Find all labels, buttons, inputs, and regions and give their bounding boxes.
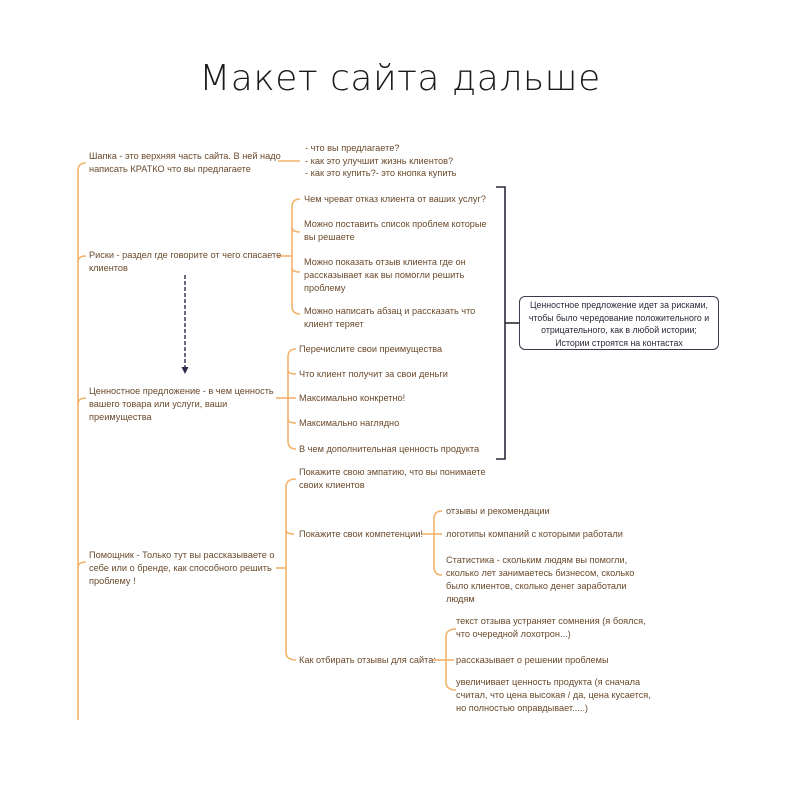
node-helper-competencies: Покажите свои компетенции! — [299, 529, 423, 539]
node-text: что очередной лохотрон...) — [456, 629, 571, 639]
node-text: людям — [446, 594, 475, 604]
node-text: преимущества — [89, 412, 152, 422]
node-value-5: В чем дополнительная ценность продукта — [299, 444, 480, 454]
node-value-2: Что клиент получит за свои деньги — [299, 369, 448, 379]
node-text: - как это улучшит жизнь клиентов? — [305, 155, 454, 166]
node-risk-4 — [304, 305, 475, 331]
node-review-2: рассказывает о решении проблемы — [456, 655, 609, 665]
node-text: Помощник - Только тут вы рассказываете о — [89, 550, 275, 560]
note-box — [519, 296, 719, 350]
node-text: Покажите свою эмпатию, что вы понимаете — [299, 467, 486, 477]
node-text: - как это купить?- это кнопка купить — [305, 168, 457, 178]
node-header-children — [305, 142, 456, 180]
node-risks-section — [89, 249, 281, 275]
node-text: рассказывает как вы помогли решить — [304, 270, 465, 280]
node-value-3: Максимально конкретно! — [299, 393, 406, 403]
node-review-1 — [456, 615, 646, 641]
note-text: чтобы было чередование положительного и — [528, 312, 710, 323]
page-title: Макет сайта дальше — [199, 58, 601, 99]
node-helper-reviews: Как отбирать отзывы для сайта: — [299, 655, 436, 665]
note-text: Истории строятся на контастах — [555, 337, 683, 348]
node-text: своих клиентов — [299, 480, 365, 490]
node-text: себе или о бренде, как способного решить — [89, 563, 272, 573]
node-text: клиент теряет — [304, 319, 364, 329]
node-text: увеличивает ценность продукта (я сначала — [456, 677, 641, 687]
node-value-proposition-section — [89, 385, 274, 424]
node-text: текст отзыва устраняет сомнения (я боялся, — [456, 616, 646, 626]
node-text: - что вы предлагаете? — [305, 143, 400, 153]
node-text: Можно показать отзыв клиента где он — [304, 257, 466, 267]
node-text: Риски - раздел где говорите от чего спасаете — [89, 250, 282, 260]
node-helper-section — [89, 549, 275, 588]
node-header-section — [89, 150, 281, 176]
node-text: проблему — [304, 283, 346, 293]
node-text: клиентов — [89, 263, 128, 273]
node-text: Ценностное предложение - в чем ценность — [89, 386, 274, 396]
node-text: Шапка - это верхняя часть сайта. В ней надо — [89, 151, 281, 161]
node-text: Статистика - скольким людям вы помогли, — [446, 555, 628, 565]
node-text: было клиентов, сколько денег заработали — [446, 581, 627, 591]
node-text: написать КРАТКО что вы предлагаете — [89, 164, 251, 174]
node-risk-2 — [304, 218, 487, 244]
node-text: сколько лет занимаетесь бизнесом, сколько — [446, 568, 635, 578]
node-risk-3 — [304, 256, 466, 295]
node-text: но полностью оправдывает.....) — [456, 703, 588, 713]
node-text: вы решаете — [304, 232, 355, 242]
node-text: вашего товара или услуги, ваши — [89, 399, 228, 409]
node-text: Чем чреват отказ клиента от ваших услуг? — [304, 194, 486, 204]
node-risk-1 — [304, 193, 486, 206]
node-competency-1: отзывы и рекомендации — [446, 506, 550, 516]
node-review-3 — [456, 676, 651, 715]
node-competency-2: логотипы компаний с которыми работали — [446, 529, 623, 539]
node-value-4: Максимально наглядно — [299, 418, 400, 428]
node-competency-3 — [446, 554, 634, 606]
note-text: отрицательного, как в любой истории; — [541, 325, 697, 335]
node-text: считал, что цена высокая / да, цена кусается, — [456, 690, 651, 700]
node-text: Можно поставить список проблем которые — [304, 219, 487, 229]
note-text: Ценностное предложение идет за рисками, — [530, 300, 708, 310]
node-helper-empathy — [299, 466, 486, 492]
node-text: Можно написать абзац и рассказать что — [304, 306, 476, 316]
node-text: проблему ! — [89, 576, 136, 586]
node-value-1: Перечислите свои преимущества — [299, 344, 443, 354]
